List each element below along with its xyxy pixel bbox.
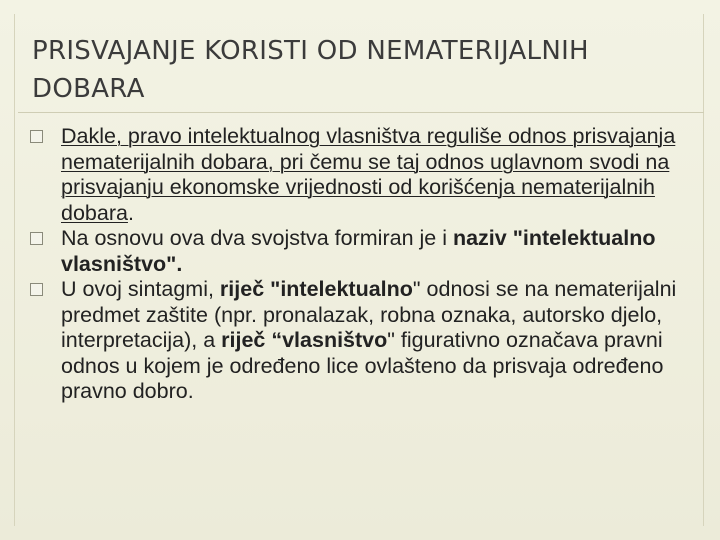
bullet-1-end: . [127,200,134,225]
slide-title [32,32,692,108]
title-divider [18,112,704,113]
bullet-item-3 [30,277,710,405]
bullet-2-bold: naziv "intelektualno vlasništvo". [61,226,656,276]
bullet-3-text-3: " figurativno označava pravni odnos u kojem je određeno lice ovlašteno da prisvaja određeno pravno dobro. [61,328,664,403]
bullet-2-text: Na osnovu ova dva svojstva formiran je i [61,226,453,250]
bullet-square-icon [30,232,43,245]
bullet-3-text-1: U ovoj sintagmi, [61,277,220,301]
bullet-list [30,124,710,405]
bullet-1-underlined-text: Dakle, pravo intelektualnog vlasništva reguliše odnos prisvajanja nematerijalnih dobara, pri čemu se taj odnos uglavnom svodi na prisvajanju ekonomske vrijednosti od korišćenja nematerijalnih dobara [61,124,676,225]
bullet-3-bold-1: riječ "intelektualno [219,277,413,301]
title-line-2: DOBARA [32,74,145,104]
bullet-item-2 [30,226,710,277]
title-line-1: PRISVAJANJE KORISTI OD NEMATERIJALNIH [32,36,589,66]
bullet-3-text-2: " odnosi se na nematerijalni predmet zaštite (npr. pronalazak, robna oznaka, autorsko djelo, interpretacija), a [61,277,677,352]
bullet-square-icon [30,130,43,143]
bullet-3-bold-2: riječ “vlasništvo [221,328,388,352]
bullet-square-icon [30,283,43,296]
bullet-item-1 [30,124,710,226]
